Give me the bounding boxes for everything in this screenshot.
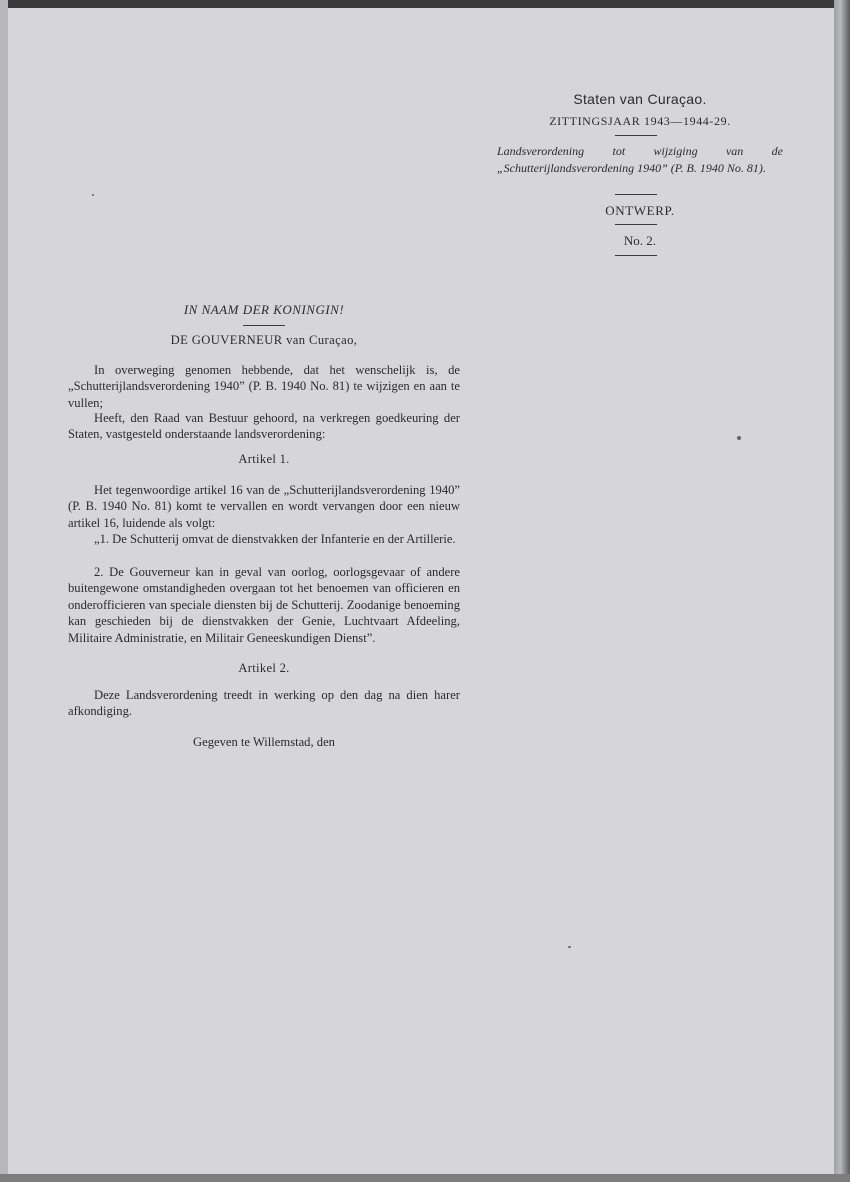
parliament-title: Staten van Curaçao. — [573, 91, 707, 107]
scan-edge-right — [834, 0, 850, 1182]
signature-line: Gegeven te Willemstad, den — [193, 735, 335, 749]
paper-speck — [568, 946, 571, 948]
bill-number: No. 2. — [623, 233, 657, 248]
article-1-item-1: „1. De Schutterij omvat de dienstvakken der Infanterie en der Artillerie. — [94, 532, 456, 546]
article-2-heading: Artikel 2. — [238, 661, 290, 675]
session-number: ZITTINGSJAAR 1943—1944-29. — [549, 114, 731, 128]
bill-description: Landsverordening tot wijziging van de „Schutterijlandsverordening 1940” (P. B. 1940 No. 81). — [497, 144, 783, 175]
article-1-heading: Artikel 1. — [238, 452, 290, 466]
enactment-paragraph: Heeft, den Raad van Bestuur gehoord, na verkregen goedkeuring der Staten, vastgesteld onderstaande landsverordening: — [68, 411, 460, 442]
preamble-paragraph: In overweging genomen hebbende, dat het wenschelijk is, de „Schutterijlandsverordening 1940” (P. B. 1940 No. 81) te wijzigen en aan te vullen; — [68, 363, 460, 410]
invocation-heading: IN NAAM DER KONINGIN! — [183, 302, 345, 317]
header-divider — [615, 255, 657, 256]
draft-label: ONTWERP. — [605, 203, 675, 218]
article-1-text: Het tegenwoordige artikel 16 van de „Schutterijlandsverordening 1940” (P. B. 1940 No. 81) komt te vervallen en wordt vervangen door een nieuw artikel 16, luidende als volgt: — [68, 483, 460, 530]
article-1-item-2: 2. De Gouverneur kan in geval van oorlog, oorlogsgevaar of andere buitengewone omstandigheden overgaan tot het benoemen van officieren en onderofficieren van speciale diensten bij de Schutterij. Zoodanige benoeming kan geschieden bij de dienstvakken der Genie, Luchtvaart Afdeeling, Militaire Administratie, en Militair Geneeskundigen Dienst”. — [68, 565, 460, 645]
scan-edge-bottom — [0, 1174, 850, 1182]
header-divider — [615, 224, 657, 225]
issuer-heading: DE GOUVERNEUR van Curaçao, — [170, 333, 358, 347]
header-divider — [615, 135, 657, 136]
paper-speck — [92, 194, 94, 196]
body-divider — [243, 325, 285, 326]
article-2-text: Deze Landsverordening treedt in werking op den dag na dien harer afkondiging. — [68, 688, 460, 719]
paper-speck — [737, 436, 741, 440]
scan-edge-left — [0, 0, 8, 1182]
header-divider — [615, 194, 657, 195]
scan-edge-top — [0, 0, 850, 8]
